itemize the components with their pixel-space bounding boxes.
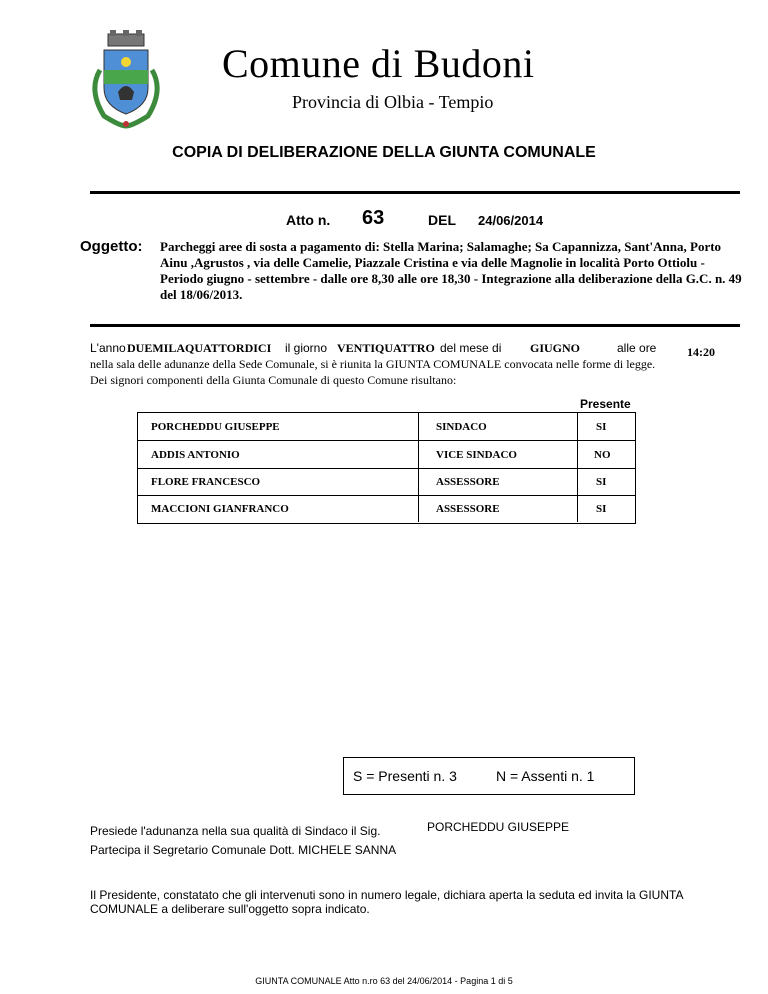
member-role: SINDACO xyxy=(436,421,487,433)
presenti-count: S = Presenti n. 3 xyxy=(353,768,457,784)
member-present: NO xyxy=(594,449,611,461)
partecipa-text: Partecipa il Segretario Comunale Dott. MICHELE SANNA xyxy=(90,843,397,857)
attendance-table xyxy=(137,412,636,524)
presiede-name: PORCHEDDU GIUSEPPE xyxy=(427,820,570,834)
divider-middle xyxy=(90,324,740,327)
presente-column-header: Presente xyxy=(580,397,631,411)
atto-label: Atto n. xyxy=(286,212,331,228)
intro-mese: GIUGNO xyxy=(530,341,581,355)
intro-giorno-label: il giorno xyxy=(285,341,328,355)
intro-line-3: Dei signori componenti della Giunta Comunale di questo Comune risultano: xyxy=(90,373,457,387)
member-role: ASSESSORE xyxy=(436,476,500,488)
atto-date: 24/06/2014 xyxy=(478,213,544,228)
table-row xyxy=(138,413,635,440)
member-name: FLORE FRANCESCO xyxy=(151,476,261,488)
presidente-statement: Il Presidente, constatato che gli intervenuti sono in numero legale, dichiara aperta la seduta ed invita la GIUNTA COMUNALE a deliberare sull'oggetto sopra indicato. xyxy=(90,888,683,916)
member-role: ASSESSORE xyxy=(436,503,500,515)
table-row xyxy=(138,495,635,522)
divider-top xyxy=(90,191,740,194)
table-row xyxy=(138,441,635,468)
del-label: DEL xyxy=(428,212,456,228)
oggetto-text: Parcheggi aree di sosta a pagamento di: Stella Marina; Salamaghe; Sa Capannizza, Sant'Anna, Porto Ainu ,Agrustos , via delle Camelie, Piazzale Cristina e via delle Magnolie in località Porto Ottiolu - Periodo giugno - settembre - dalle ore 8,30 alle ore 18,30 - Integrazione alla deliberazione della G.C. n. 49 del 18/06/2013. xyxy=(160,239,742,302)
intro-giorno: VENTIQUATTRO xyxy=(337,341,435,355)
member-name: MACCIONI GIANFRANCO xyxy=(151,503,289,515)
attendance-summary-box xyxy=(343,757,635,795)
member-name: PORCHEDDU GIUSEPPE xyxy=(151,421,280,433)
member-present: SI xyxy=(596,503,607,515)
coat-of-arms-emblem xyxy=(80,30,172,130)
intro-anno: DUEMILAQUATTORDICI xyxy=(127,341,272,355)
member-role: VICE SINDACO xyxy=(436,449,517,461)
atto-number: 63 xyxy=(362,207,385,229)
table-row xyxy=(138,468,635,495)
intro-anno-label: L'anno xyxy=(90,341,126,355)
province-name: Provincia di Olbia - Tempio xyxy=(292,92,494,112)
presiede-text: Presiede l'adunanza nella sua qualità di Sindaco il Sig. xyxy=(90,824,381,838)
municipality-name: Comune di Budoni xyxy=(222,41,535,86)
page-footer: GIUNTA COMUNALE Atto n.ro 63 del 24/06/2014 - Pagina 1 di 5 xyxy=(255,976,513,986)
assenti-count: N = Assenti n. 1 xyxy=(496,768,595,784)
member-present: SI xyxy=(596,421,607,433)
intro-line-2: nella sala delle adunanze della Sede Comunale, si è riunita la GIUNTA COMUNALE convocata nelle forme di legge. xyxy=(90,357,656,371)
member-name: ADDIS ANTONIO xyxy=(151,449,240,461)
intro-ore: 14:20 xyxy=(687,345,715,359)
intro-mese-label: del mese di xyxy=(440,341,502,355)
oggetto-label: Oggetto: xyxy=(80,238,143,255)
document-title: COPIA DI DELIBERAZIONE DELLA GIUNTA COMUNALE xyxy=(172,144,596,161)
member-present: SI xyxy=(596,476,607,488)
intro-ore-label: alle ore xyxy=(617,341,657,355)
